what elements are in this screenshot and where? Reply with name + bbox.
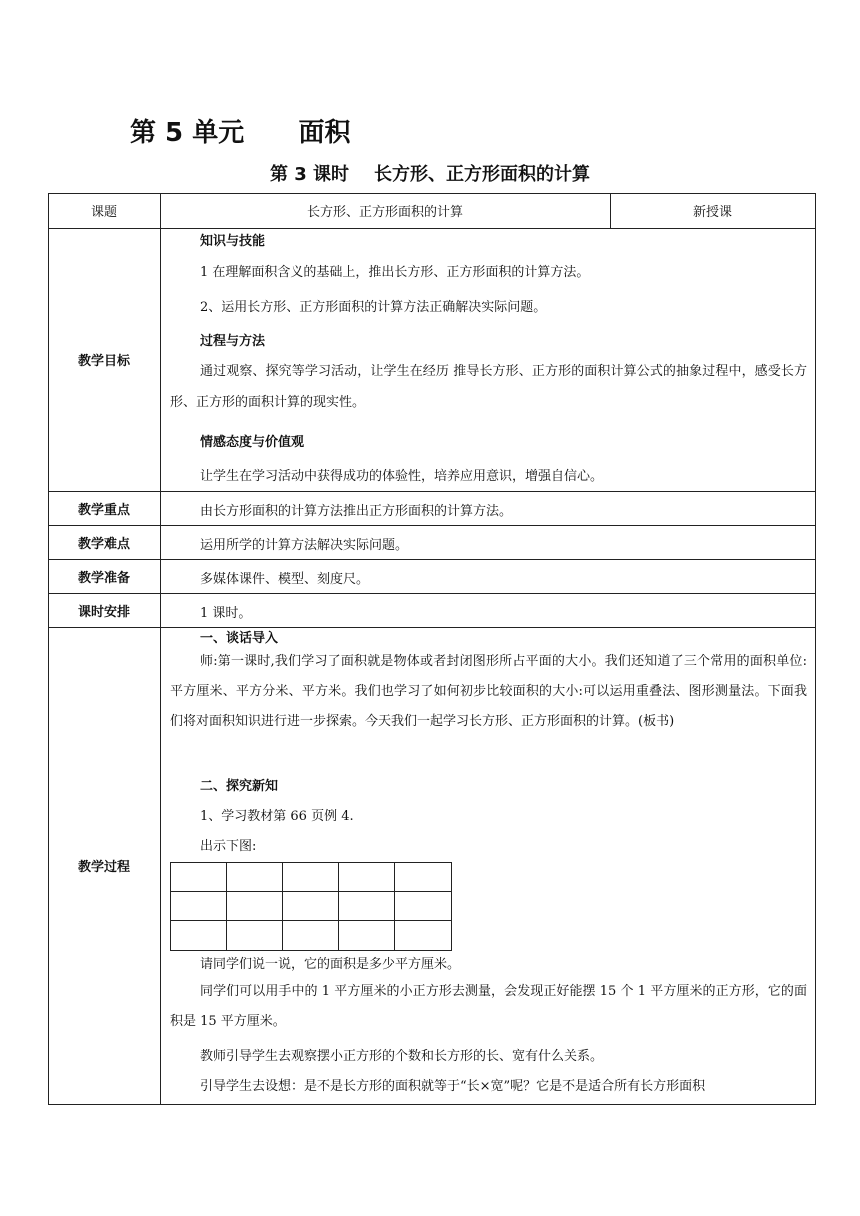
objectives-heading-attitude: 情感态度与价值观	[200, 435, 305, 450]
objectives-heading-process: 过程与方法	[200, 334, 266, 349]
grid-cell	[283, 892, 339, 921]
process-heading-explore: 二、探究新知	[200, 779, 279, 794]
grid-cell	[395, 892, 451, 921]
difficulty-cell	[160, 525, 815, 559]
grid-cell	[339, 863, 395, 892]
process-measure-text: 同学们可以用手中的 1 平方厘米的小正方形去测量，会发现正好能摆 15 个 1 平方厘米的正方形，它的面积是 15 平方厘米。	[170, 984, 807, 1029]
schedule-label: 课时安排	[77, 604, 130, 620]
example-grid-figure	[170, 862, 452, 951]
preparation-cell	[160, 559, 815, 593]
lesson-plan-table	[48, 193, 816, 1105]
process-heading-intro: 一、谈话导入	[200, 631, 279, 646]
objectives-process-text: 通过观察、探究等学习活动，让学生在经历 推导长方形、正方形的面积计算公式的抽象过程中，感受长方形、正方形的面积计算的现实性。	[170, 364, 807, 410]
grid-cell	[227, 921, 283, 950]
key-point-value: 由长方形面积的计算方法推出正方形面积的计算方法。	[200, 504, 513, 519]
objectives-label: 教学目标	[77, 354, 130, 369]
schedule-value: 1 课时。	[200, 606, 252, 621]
process-guide-observe: 教师引导学生去观察摆小正方形的个数和长方形的长、宽有什么关系。	[200, 1049, 604, 1064]
objectives-content	[160, 228, 815, 491]
process-guide-hypothesis: 引导学生去设想：是不是长方形的面积就等于“长×宽”呢？它是不是适合所有长方形面积	[200, 1079, 706, 1094]
grid-cell	[339, 892, 395, 921]
schedule-cell	[160, 593, 815, 627]
objectives-item-2: 2、运用长方形、正方形面积的计算方法正确解决实际问题。	[200, 300, 547, 315]
lesson-title: 第 3 课时 长方形、正方形面积的计算	[269, 164, 591, 185]
grid-cell	[171, 921, 227, 950]
process-question: 请同学们说一说，它的面积是多少平方厘米。	[200, 957, 461, 972]
objectives-attitude-text: 让学生在学习活动中获得成功的体验性，培养应用意识，增强自信心。	[200, 469, 604, 484]
difficulty-label: 教学难点	[77, 536, 130, 552]
grid-cell	[227, 892, 283, 921]
preparation-label: 教学准备	[77, 570, 130, 586]
process-step-1: 1、学习教材第 66 页例 4.	[200, 809, 354, 824]
objectives-item-1: 1 在理解面积含义的基础上，推出长方形、正方形面积的计算方法。	[200, 265, 590, 280]
key-point-label: 教学重点	[77, 502, 130, 518]
process-label: 教学过程	[77, 860, 130, 875]
process-show-figure: 出示下图:	[200, 839, 257, 854]
grid-cell	[395, 863, 451, 892]
preparation-value: 多媒体课件、模型、刻度尺。	[200, 572, 370, 587]
grid-cell	[227, 863, 283, 892]
topic-label: 课题	[90, 205, 117, 220]
unit-title: 第 5 单元 面积	[130, 118, 351, 148]
key-point-cell	[160, 491, 815, 525]
grid-cell	[395, 921, 451, 950]
difficulty-value: 运用所学的计算方法解决实际问题。	[200, 538, 409, 553]
grid-cell	[339, 921, 395, 950]
lesson-type: 新授课	[692, 205, 732, 220]
objectives-heading-knowledge: 知识与技能	[200, 234, 266, 249]
process-content	[160, 627, 815, 1104]
grid-cell	[171, 863, 227, 892]
topic-value: 长方形、正方形面积的计算	[306, 205, 463, 220]
grid-cell	[283, 921, 339, 950]
process-intro-text: 师:第一课时,我们学习了面积就是物体或者封闭图形所占平面的大小。我们还知道了三个常用的面积单位:平方厘米、平方分米、平方米。我们也学习了如何初步比较面积的大小:可以运用重叠法、图形测量法。下面我们将对面积知识进行进一步探索。今天我们一起学习长方形、正方形面积的计算。(板书)	[170, 654, 807, 729]
grid-cell	[171, 892, 227, 921]
grid-cell	[283, 863, 339, 892]
